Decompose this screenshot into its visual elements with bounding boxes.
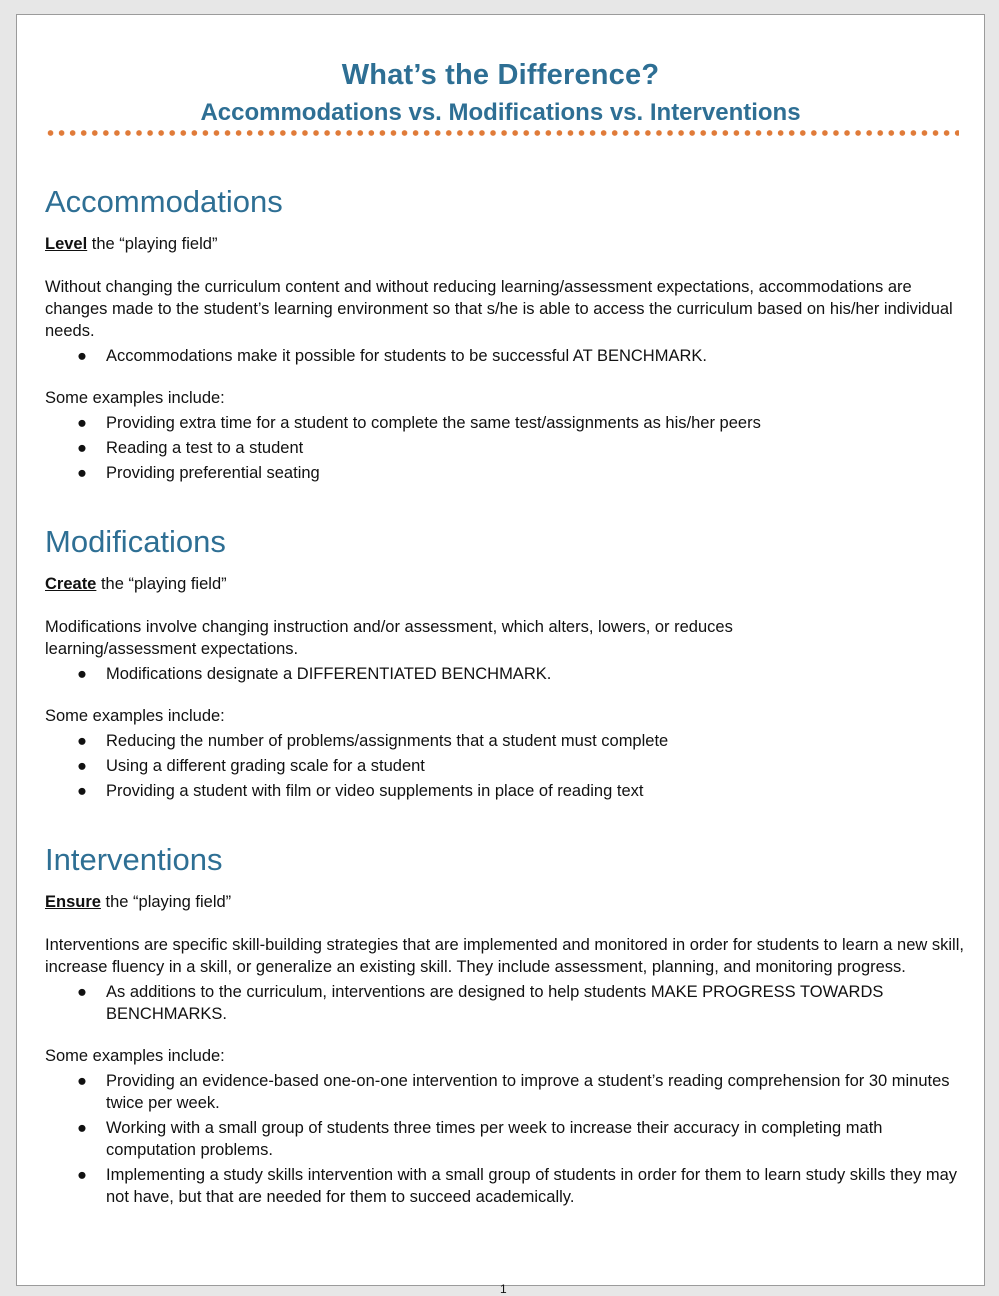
bullet-icon: ● <box>77 757 87 775</box>
section-modifications <box>45 523 965 802</box>
tagline-text: the “playing field” <box>87 235 218 253</box>
bullet-icon: ● <box>77 414 87 432</box>
page-title: What’s the Difference? <box>341 59 660 91</box>
bullet-icon: ● <box>77 1119 87 1137</box>
list-item: ● Using a different grading scale for a student <box>77 757 425 775</box>
list-item: ● Implementing a study skills intervention with a small group of students in order for them to learn study skills they may not have, but that are needed for them to succeed academically. <box>77 1166 958 1206</box>
document-page <box>16 14 985 1286</box>
bullet-icon: ● <box>77 1072 87 1090</box>
bullet-icon: ● <box>77 732 87 750</box>
list-item: ● Providing preferential seating <box>77 464 320 482</box>
list-item: ● Providing extra time for a student to complete the same test/assignments as his/her peers <box>77 414 761 432</box>
tagline-keyword: Ensure <box>45 893 101 911</box>
section-interventions <box>45 841 965 1208</box>
section-description: Modifications involve changing instruction and/or assessment, which alters, lowers, or reduces learning/assessment expectations. <box>45 618 733 658</box>
bullet-icon: ● <box>77 464 87 482</box>
section-description: Interventions are specific skill-building strategies that are implemented and monitored in order for students to learn a new skill, increase fluency in a skill, or generalize an existing skill. They include assessment, planning, and monitoring progress. <box>45 936 964 976</box>
tagline-keyword: Create <box>45 575 97 593</box>
examples-list <box>45 412 965 484</box>
tagline-text: the “playing field” <box>96 575 227 593</box>
dotted-divider <box>45 129 959 137</box>
section-accommodations <box>45 183 965 484</box>
section-heading: Interventions <box>45 842 223 877</box>
section-heading: Modifications <box>45 524 226 559</box>
bullet-icon: ● <box>77 439 87 457</box>
list-item: ● Working with a small group of students three times per week to increase their accuracy in completing math computation problems. <box>77 1119 883 1159</box>
key-point-item: ● Accommodations make it possible for students to be successful AT BENCHMARK. <box>77 347 707 365</box>
key-point-list <box>45 663 965 685</box>
list-item: ● Reading a test to a student <box>77 439 304 457</box>
tagline-keyword: Level <box>45 235 88 253</box>
list-item: ● Providing a student with film or video supplements in place of reading text <box>77 782 644 800</box>
key-point-list <box>45 345 965 367</box>
bullet-icon: ● <box>77 665 87 683</box>
bullet-icon: ● <box>77 347 87 365</box>
examples-label: Some examples include: <box>45 707 225 725</box>
section-tagline <box>45 891 965 913</box>
page-subtitle: Accommodations vs. Modifications vs. Interventions <box>200 99 801 126</box>
section-tagline <box>45 573 965 595</box>
examples-label: Some examples include: <box>45 1047 225 1065</box>
list-item: ● Reducing the number of problems/assignments that a student must complete <box>77 732 669 750</box>
bullet-icon: ● <box>77 782 87 800</box>
tagline-text: the “playing field” <box>100 893 232 911</box>
list-item: ● Providing an evidence-based one-on-one intervention to improve a student’s reading comprehension for 30 minutes twice per week. <box>77 1072 950 1112</box>
examples-label: Some examples include: <box>45 389 225 407</box>
key-point-item: ● As additions to the curriculum, interventions are designed to help students MAKE PROGRESS TOWARDS BENCHMARKS. <box>77 983 884 1023</box>
examples-list <box>45 730 965 802</box>
bullet-icon: ● <box>77 1166 87 1184</box>
page-number: 1 <box>500 1282 507 1296</box>
examples-list <box>45 1070 965 1208</box>
section-tagline <box>45 233 965 255</box>
key-point-item: ● Modifications designate a DIFFERENTIATED BENCHMARK. <box>77 665 552 683</box>
section-description: Without changing the curriculum content and without reducing learning/assessment expectations, accommodations are changes made to the student’s learning environment so that s/he is able to access the curriculum based on his/her individual needs. <box>45 278 953 340</box>
section-heading: Accommodations <box>45 184 283 219</box>
key-point-list <box>45 981 965 1025</box>
bullet-icon: ● <box>77 983 87 1001</box>
